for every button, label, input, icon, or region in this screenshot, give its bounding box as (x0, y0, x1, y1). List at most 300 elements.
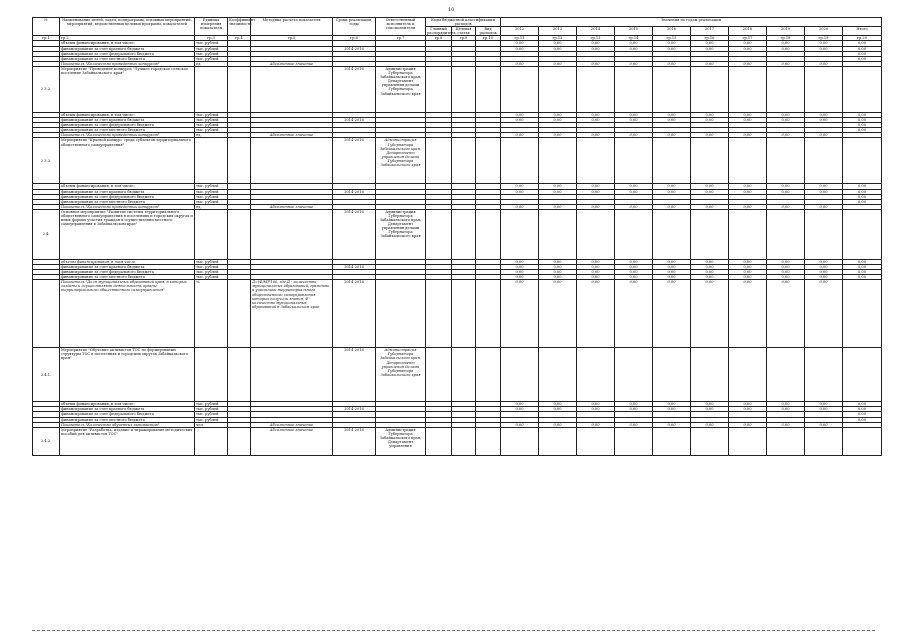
row-label: финансирование за счет краевого бюджета (60, 118, 195, 123)
row-method: Д=(Ф/М)*100, где Д - количество муниципальных образований, граждане и участники территориального общественного самоуправления которых получили знания, Ф - количество муниципальных образований в Забайкальском крае (251, 280, 333, 348)
row-label: финансирование за счет местного бюджета (60, 417, 195, 422)
indicator-label: Показатель "Количество проведенных конкурсов" (60, 204, 195, 209)
table-cell: 0,00 (577, 112, 615, 117)
row-executor: Администрация Губернатора Забайкальского края, Департамент управления делами Губернатора Забайкальского края (376, 138, 426, 184)
row-unit: тыс. рублей (195, 123, 228, 128)
measure-row (33, 348, 882, 402)
table-cell: 0,00 (767, 402, 805, 407)
table-cell: 0,00 (767, 259, 805, 264)
row-unit: тыс. рублей (195, 56, 228, 61)
row-period: 2014-2016 (333, 407, 376, 412)
header-unit: Единица измерения показателя (195, 18, 228, 36)
table-cell: 0,00 (729, 46, 767, 51)
column-number: гр.15 (653, 36, 691, 41)
table-cell: 0,00 (805, 204, 843, 209)
row-number: 2.3.2. (33, 66, 60, 112)
table-cell: 0,00 (843, 184, 882, 189)
table-cell: 0,00 (577, 46, 615, 51)
row-method: Абсолютное значение (251, 61, 333, 66)
row-label: финансирование за счет федерального бюджета (60, 270, 195, 275)
table-cell: 0,00 (843, 112, 882, 117)
table-cell: 0,00 (653, 118, 691, 123)
table-cell: 0,00 (653, 270, 691, 275)
row-label: финансирование за счет федерального бюджета (60, 51, 195, 56)
table-cell: 0,00 (729, 280, 767, 348)
table-cell: 0,00 (691, 184, 729, 189)
table-cell: 0,00 (615, 112, 653, 117)
table-cell: 0,00 (805, 61, 843, 66)
column-number: гр.18 (767, 36, 805, 41)
measure-row (33, 427, 882, 455)
table-cell: 0,00 (501, 46, 539, 51)
measure-row (33, 138, 882, 184)
table-cell: 0,00 (729, 184, 767, 189)
table-cell: 0,00 (843, 270, 882, 275)
table-cell: 0,00 (577, 270, 615, 275)
table-cell: 0,00 (577, 402, 615, 407)
table-cell: 0,00 (615, 133, 653, 138)
table-cell: 0,00 (577, 184, 615, 189)
header-year: 2019 (767, 27, 805, 36)
table-cell: 0,00 (539, 112, 577, 117)
column-number: гр.9 (452, 36, 476, 41)
table-cell: 0,00 (577, 118, 615, 123)
table-cell: 0,00 (615, 422, 653, 427)
table-cell: 0,00 (501, 402, 539, 407)
table-cell: 0,00 (843, 41, 882, 46)
table-cell: 0,00 (501, 259, 539, 264)
row-unit: тыс. рублей (195, 51, 228, 56)
table-cell: 0,00 (691, 275, 729, 280)
header-year: 2020 (805, 27, 843, 36)
table-cell: 0,00 (729, 275, 767, 280)
indicator-label: Показатель "Доля муниципальных образований края, в которых созданы и осуществляют деятельность органы территориального общественного самоуправления" (60, 280, 195, 348)
table-cell: 0,00 (729, 204, 767, 209)
measure-name: Мероприятие "Краевой конкурс среди субъектов территориального общественного самоуправления" (60, 138, 195, 184)
table-cell: 0,00 (843, 51, 882, 56)
row-label: финансирование за счет федерального бюджета (60, 123, 195, 128)
row-label: финансирование за счет краевого бюджета (60, 189, 195, 194)
table-cell: 0,00 (615, 118, 653, 123)
table-cell: 0,00 (615, 264, 653, 269)
row-method: Абсолютное значение (251, 422, 333, 427)
table-cell: 0,00 (767, 275, 805, 280)
row-period: 2014-2016 (333, 189, 376, 194)
table-cell: 0,00 (501, 189, 539, 194)
indicator-label: Показатель "Количество обученных активистов" (60, 422, 195, 427)
table-cell: 0,00 (843, 259, 882, 264)
table-cell: 0,00 (539, 275, 577, 280)
indicator-row (33, 280, 882, 348)
table-cell: 0,00 (615, 270, 653, 275)
table-cell: 0,00 (767, 264, 805, 269)
table-cell: 0,00 (539, 46, 577, 51)
table-cell: 0,00 (729, 422, 767, 427)
table-cell: 0,00 (843, 199, 882, 204)
table-cell: 0,00 (653, 259, 691, 264)
row-unit: тыс. рублей (195, 264, 228, 269)
row-method: Абсолютное значение (251, 204, 333, 209)
table-cell: 0,00 (691, 402, 729, 407)
table-cell: 0,00 (691, 204, 729, 209)
table-cell: 0,00 (653, 184, 691, 189)
column-number: гр.8 (426, 36, 452, 41)
table-cell: 0,00 (501, 61, 539, 66)
table-cell: 0,00 (691, 133, 729, 138)
row-unit: тыс. рублей (195, 128, 228, 133)
row-method: Абсолютное значение (251, 427, 333, 455)
header-year: 2015 (615, 27, 653, 36)
table-cell: 0,00 (615, 402, 653, 407)
table-cell: 0,00 (501, 41, 539, 46)
measure-name: Мероприятие "Проведение конкурса "Лучшее городское сельское поселение Забайкальского края" (60, 66, 195, 112)
header-coefficient: Коэффициент значимости (228, 18, 251, 36)
table-cell: 0,00 (615, 407, 653, 412)
row-period: 2014-2016 (333, 264, 376, 269)
column-number: гр.6 (333, 36, 376, 41)
table-cell: 0,00 (691, 259, 729, 264)
header-executor: Ответственный исполнитель и соисполнители (376, 18, 426, 36)
row-label: финансирование за счет местного бюджета (60, 275, 195, 280)
table-cell: 0,00 (577, 61, 615, 66)
table-cell: 0,00 (501, 270, 539, 275)
table-cell: 0,00 (843, 407, 882, 412)
table-cell: 0,00 (691, 46, 729, 51)
table-cell: 0,00 (539, 189, 577, 194)
row-label: объемы финансирования, в том числе: (60, 112, 195, 117)
row-label: финансирование за счет федерального бюджета (60, 194, 195, 199)
table-cell: 0,00 (653, 407, 691, 412)
header-number: № (33, 18, 60, 36)
row-label: финансирование за счет краевого бюджета (60, 407, 195, 412)
table-cell: 0,00 (577, 422, 615, 427)
column-number: гр.4 (228, 36, 251, 41)
row-unit: тыс. рублей (195, 270, 228, 275)
table-cell: 0,00 (653, 61, 691, 66)
table-cell: 0,00 (501, 422, 539, 427)
header-name: Наименование целей, задач, подпрограмм, основных мероприятий, мероприятий, ведомственных целевых программ, показателей (60, 18, 195, 36)
table-cell: 0,00 (805, 112, 843, 117)
column-number: гр.12 (539, 36, 577, 41)
column-number: гр.13 (577, 36, 615, 41)
table-cell: 0,00 (805, 46, 843, 51)
row-period: 2014-2016 (333, 209, 376, 259)
measure-name: Основное мероприятие "Развитие системы территориального общественного самоуправления в поселениях и городских округах и иных формах участия граждан в осуществлении местного самоуправления в Забайкальском крае" (60, 209, 195, 259)
table-cell: 0,00 (653, 422, 691, 427)
row-unit: тыс. рублей (195, 259, 228, 264)
row-unit: тыс. рублей (195, 194, 228, 199)
table-cell: 0,00 (615, 46, 653, 51)
table-cell: 0,00 (691, 422, 729, 427)
measure-name: Мероприятие "Разработка, издание и тиражирование методических пособий для активистов ТОС" (60, 427, 195, 455)
table-cell: 0,00 (539, 204, 577, 209)
table-cell: 0,00 (653, 133, 691, 138)
table-cell: 0,00 (729, 189, 767, 194)
table-cell: 0,00 (843, 189, 882, 194)
table-cell: 0,00 (501, 280, 539, 348)
table-cell: 0,00 (805, 402, 843, 407)
table-cell: 0,00 (615, 280, 653, 348)
table-cell: 0,00 (691, 41, 729, 46)
row-unit: тыс. рублей (195, 199, 228, 204)
table-cell: 0,00 (729, 112, 767, 117)
table-cell: 0,00 (539, 422, 577, 427)
table-cell: 0,00 (539, 41, 577, 46)
table-cell: 0,00 (577, 133, 615, 138)
row-label: финансирование за счет местного бюджета (60, 199, 195, 204)
header-year: 2014 (577, 27, 615, 36)
page-number: 10 (448, 7, 455, 13)
table-cell: 0,00 (691, 264, 729, 269)
column-number: гр.10 (476, 36, 501, 41)
header-year: 2018 (729, 27, 767, 36)
row-unit: тыс. рублей (195, 402, 228, 407)
row-unit: ед. (195, 133, 228, 138)
table-cell: 0,00 (843, 412, 882, 417)
table-cell: 0,00 (767, 46, 805, 51)
table-cell: 0,00 (501, 118, 539, 123)
table-cell: 0,00 (501, 133, 539, 138)
table-cell: 0,00 (539, 270, 577, 275)
table-cell: 0,00 (767, 204, 805, 209)
table-cell: 0,00 (501, 204, 539, 209)
table-cell: 0,00 (691, 112, 729, 117)
row-label: объемы финансирования, в том числе: (60, 402, 195, 407)
table-cell: 0,00 (691, 280, 729, 348)
column-number: гр.7 (376, 36, 426, 41)
row-label: финансирование за счет федерального бюджета (60, 412, 195, 417)
column-number: гр.2 (60, 36, 195, 41)
table-cell: 0,00 (577, 275, 615, 280)
header-row (33, 18, 882, 27)
row-method: Абсолютное значение (251, 133, 333, 138)
table-cell: 0,00 (501, 264, 539, 269)
row-label: финансирование за счет краевого бюджета (60, 264, 195, 269)
row-period: 2014-2016 (333, 138, 376, 184)
table-cell: 0,00 (577, 264, 615, 269)
table-cell: 0,00 (577, 41, 615, 46)
column-number: гр.16 (691, 36, 729, 41)
table-cell: 0,00 (729, 407, 767, 412)
header-values: Значения по годам реализации (501, 18, 882, 27)
table-cell: 0,00 (843, 402, 882, 407)
header-method: Методика расчета показателя (251, 18, 333, 36)
table-cell: 0,00 (767, 112, 805, 117)
column-number: гр.5 (251, 36, 333, 41)
table-cell: 0,00 (843, 264, 882, 269)
row-unit: тыс. рублей (195, 417, 228, 422)
measure-row (33, 66, 882, 112)
row-period: 2014-2016 (333, 427, 376, 455)
indicator-label: Показатель "Количество проведенных конкурсов" (60, 61, 195, 66)
table-cell: 0,00 (577, 204, 615, 209)
table-cell: 0,00 (843, 275, 882, 280)
table-cell: 0,00 (691, 61, 729, 66)
table-cell: 0,00 (653, 204, 691, 209)
row-period: 2014-2016 (333, 348, 376, 402)
row-unit: тыс. рублей (195, 407, 228, 412)
table-cell: 0,00 (615, 204, 653, 209)
table-cell: 0,00 (615, 275, 653, 280)
table-cell: 0,00 (577, 407, 615, 412)
table-cell: 0,00 (501, 112, 539, 117)
row-number: 2.4.1. (33, 348, 60, 402)
table-cell: 0,00 (691, 189, 729, 194)
table-cell: 0,00 (805, 407, 843, 412)
header-period: Сроки реализации, годы (333, 18, 376, 36)
table-cell: 0,00 (691, 407, 729, 412)
table-cell: 0,00 (577, 259, 615, 264)
table-cell: 0,00 (539, 280, 577, 348)
table-cell: 0,00 (805, 133, 843, 138)
row-unit: тыс. рублей (195, 46, 228, 51)
table-cell: 0,00 (615, 61, 653, 66)
table-cell: 0,00 (577, 189, 615, 194)
table-cell: 0,00 (577, 280, 615, 348)
table-cell: 0,00 (805, 270, 843, 275)
table-cell: 0,00 (501, 275, 539, 280)
program-table (32, 17, 882, 456)
table-cell: 0,00 (729, 264, 767, 269)
table-cell: 0,00 (843, 56, 882, 61)
row-unit: тыс. рублей (195, 275, 228, 280)
row-label: объемы финансирования, в том числе: (60, 184, 195, 189)
page-bottom-rule (32, 630, 875, 631)
row-unit: тыс. рублей (195, 189, 228, 194)
table-cell: 0,00 (805, 280, 843, 348)
table-cell: 0,00 (767, 422, 805, 427)
table-cell: 0,00 (615, 184, 653, 189)
table-cell: 0,00 (653, 46, 691, 51)
row-unit: ед. (195, 61, 228, 66)
column-number: гр.14 (615, 36, 653, 41)
header-article: Целевая статья (452, 27, 476, 36)
table-cell: 0,00 (767, 407, 805, 412)
row-period: 2014-2016 (333, 66, 376, 112)
header-expense-type: Вид расходов (476, 27, 501, 36)
table-cell: 0,00 (729, 41, 767, 46)
row-label: финансирование за счет местного бюджета (60, 128, 195, 133)
table-cell: 0,00 (653, 112, 691, 117)
table-cell: 0,00 (539, 133, 577, 138)
table-cell: 0,00 (539, 264, 577, 269)
column-number: гр.19 (805, 36, 843, 41)
table-cell: 0,00 (539, 61, 577, 66)
row-number: 2.3.3. (33, 138, 60, 184)
table-cell: 0,00 (729, 270, 767, 275)
table-cell: 0,00 (653, 189, 691, 194)
table-cell: 0,00 (615, 41, 653, 46)
table-cell: 0,00 (805, 184, 843, 189)
header-year: 2016 (653, 27, 691, 36)
table-cell: 0,00 (767, 189, 805, 194)
table-cell: 0,00 (501, 184, 539, 189)
table-cell: 0,00 (729, 61, 767, 66)
row-period: 2014-2016 (333, 46, 376, 51)
row-unit: тыс. рублей (195, 412, 228, 417)
table-cell: 0,00 (805, 118, 843, 123)
table-cell: 0,00 (767, 41, 805, 46)
header-year: 2013 (539, 27, 577, 36)
table-cell: 0,00 (767, 61, 805, 66)
table-cell: 0,00 (843, 118, 882, 123)
table-cell: 0,00 (843, 128, 882, 133)
row-number: 2.4.2. (33, 427, 60, 455)
row-executor: Администрация Губернатора Забайкальского края, Департамент управления делами Губернатора Забайкальского края (376, 348, 426, 402)
table-cell: 0,00 (767, 270, 805, 275)
table-cell: 0,00 (653, 280, 691, 348)
table-cell: 0,00 (691, 118, 729, 123)
header-year: 2017 (691, 27, 729, 36)
measure-row (33, 209, 882, 259)
table-cell: 0,00 (843, 46, 882, 51)
table-cell: 0,00 (729, 133, 767, 138)
row-unit: чел. (195, 422, 228, 427)
column-number: гр.3 (195, 36, 228, 41)
table-cell: 0,00 (767, 118, 805, 123)
header-year: 2012 (501, 27, 539, 36)
table-cell: 0,00 (767, 133, 805, 138)
table-cell: 0,00 (805, 275, 843, 280)
table-cell: 0,00 (729, 402, 767, 407)
table-cell: 0,00 (767, 184, 805, 189)
table-cell: 0,00 (501, 407, 539, 412)
table-cell: 0,00 (805, 259, 843, 264)
table-cell: 0,00 (539, 118, 577, 123)
table-cell: 0,00 (653, 264, 691, 269)
row-executor: Администрация Губернатора Забайкальского края, Департамент управления делами Губернатора Забайкальского края (376, 66, 426, 112)
table-cell: 0,00 (615, 259, 653, 264)
row-label: объемы финансирования, в том числе: (60, 259, 195, 264)
table-cell: 0,00 (653, 41, 691, 46)
row-number: 2.4. (33, 209, 60, 259)
column-number: гр.17 (729, 36, 767, 41)
row-unit: % (195, 280, 228, 348)
table-cell: 0,00 (729, 118, 767, 123)
row-executor: Администрация Губернатора Забайкальского края, Департамент управления делами Губернатора Забайкальского края (376, 209, 426, 259)
column-number: гр.1 (33, 36, 60, 41)
table-cell: 0,00 (805, 264, 843, 269)
table-cell: 0,00 (843, 194, 882, 199)
row-period: 2014-2016 (333, 118, 376, 123)
table-cell: 0,00 (653, 275, 691, 280)
column-number: гр.20 (843, 36, 882, 41)
table-cell: 0,00 (843, 123, 882, 128)
row-unit: ед. (195, 204, 228, 209)
row-unit: тыс. рублей (195, 184, 228, 189)
row-unit: тыс. рублей (195, 118, 228, 123)
table-cell: 0,00 (767, 280, 805, 348)
table-cell: 0,00 (805, 189, 843, 194)
table-cell: 0,00 (691, 270, 729, 275)
table-cell: 0,00 (729, 259, 767, 264)
header-total: Итого (843, 27, 882, 36)
table-cell: 0,00 (539, 407, 577, 412)
row-period: 2014-2016 (333, 280, 376, 348)
header-codes: Коды бюджетной классификации расходов (426, 18, 501, 27)
table-cell: 0,00 (615, 189, 653, 194)
row-label: финансирование за счет краевого бюджета (60, 46, 195, 51)
indicator-label: Показатель "Количество проведенных конкурсов" (60, 133, 195, 138)
table-cell: 0,00 (805, 41, 843, 46)
table-cell: 0,00 (539, 184, 577, 189)
table-cell: 0,00 (539, 402, 577, 407)
table-cell: 0,00 (805, 422, 843, 427)
measure-name: Мероприятие "Обучение активистов ТОС по формированию структуры ТОС в поселениях и городских округах Забайкальского края" (60, 348, 195, 402)
column-number: гр.11 (501, 36, 539, 41)
table-cell: 0,00 (653, 402, 691, 407)
table-cell: 0,00 (539, 259, 577, 264)
